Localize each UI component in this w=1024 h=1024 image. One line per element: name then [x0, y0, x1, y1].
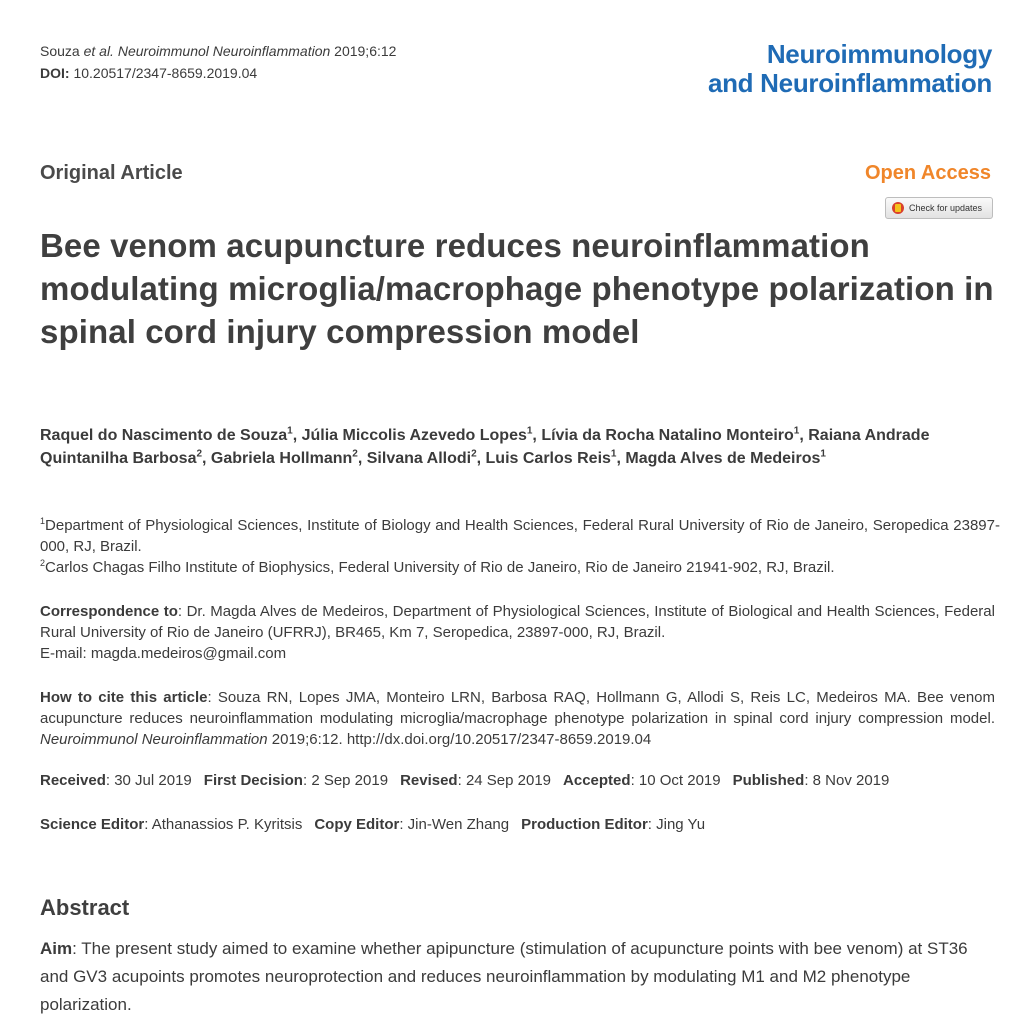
editor-value: : Jin-Wen Zhang [399, 816, 510, 833]
author-affiliation-mark: 1 [793, 425, 800, 437]
author-name: Luis Carlos Reis [485, 450, 611, 467]
date-value: : 8 Nov 2019 [804, 772, 890, 789]
aim-text: : The present study aimed to examine whether apipuncture (stimulation of acupuncture points with bee venom) at ST36 and GV3 acupoints promotes neuroprotection and reduces neuroinflammation by modulating M1 and M2 phenotype polarization. [40, 939, 968, 1014]
date-label: Published [732, 772, 805, 789]
date-item [563, 772, 721, 789]
author-affiliation-mark: 1 [610, 448, 617, 460]
citation-volume: 2019;6:12 [334, 43, 397, 59]
date-item [40, 772, 192, 789]
open-access-label: Open Access [865, 162, 991, 184]
affiliation-text: Carlos Chagas Filho Institute of Biophysics, Federal University of Rio de Janeiro, Rio de Janeiro 21941-902, RJ, Brazil. [45, 559, 835, 576]
article-title: Bee venom acupuncture reduces neuroinflammation modulating microglia/macrophage phenotype polarization in spinal cord injury compression model [40, 227, 994, 350]
date-label: First Decision [203, 772, 303, 789]
article-type: Original Article [40, 162, 183, 184]
editor-item [40, 816, 302, 833]
author-list: Raquel do Nascimento de Souza$^1$, Júlia Miccolis Azevedo Lopes$^1$, Lívia da Rocha Natalino Monteiro$^1$, Raiana Andrade Quintanilha Barbosa$^2$, Gabriela Hollmann$^2$, Silvana Allodi$^2$, Luis Carlos Reis$^1$, Magda Alves de Medeiros$^1$ [40, 425, 930, 467]
author-name: Júlia Miccolis Azevedo Lopes [301, 427, 527, 444]
how-to-cite [40, 687, 995, 750]
doi-value[interactable]: 10.20517/2347-8659.2019.04 [73, 65, 258, 81]
author-affiliation-mark: 2 [352, 448, 358, 460]
author-affiliation-mark: 1 [287, 425, 293, 437]
date-value: : 2 Sep 2019 [302, 772, 389, 789]
how-to-cite-label: How to cite this article [40, 689, 208, 706]
author-name: Lívia da Rocha Natalino Monteiro [541, 427, 794, 444]
correspondence-label: Correspondence to [40, 603, 178, 620]
article-dates [40, 772, 901, 789]
date-item [400, 772, 551, 789]
abstract-aim [40, 935, 995, 1019]
author-name: Raquel do Nascimento de Souza [40, 427, 288, 444]
how-to-cite-text: : Souza RN, Lopes JMA, Monteiro LRN, Barbosa RAQ, Hollmann G, Allodi S, Reis LC, Medeiros MA. Bee venom acupuncture reduces neuroinflammation modulating microglia/macrophage phenotype polarization in spinal cord injury compression model. [40, 689, 996, 727]
journal-logo-title[interactable] [708, 40, 992, 98]
doi-line [40, 62, 396, 84]
author-affiliation-mark: 1 [526, 425, 533, 437]
correspondence-text: : Dr. Magda Alves de Medeiros, Department of Physiological Sciences, Institute of Biological and Health Sciences, Federal Rural University of Rio de Janeiro (UFRRJ), BR465, Km 7, Seropedica, 23897-000, RJ, Brazil. [40, 603, 995, 641]
editor-label: Science Editor [40, 816, 145, 833]
date-item [204, 772, 388, 789]
author-affiliation-mark: 1 [820, 448, 826, 460]
editor-item [521, 816, 705, 833]
affiliation-item [40, 557, 1000, 578]
affiliation-number: 2 [40, 558, 46, 568]
check-for-updates-label: Check for updates [909, 203, 983, 213]
author-name: Gabriela Hollmann [210, 450, 353, 467]
author-name: Raiana Andrade Quintanilha Barbosa [40, 427, 930, 467]
citation-journal: Neuroimmunol Neuroinflammation [117, 43, 331, 59]
affiliation-text: Department of Physiological Sciences, Institute of Biology and Health Sciences, Federal Rural University of Rio de Janeiro, Seropedica 23897-000, RJ, Brazil. [40, 517, 1000, 555]
date-value: : 30 Jul 2019 [105, 772, 192, 789]
check-for-updates-button[interactable] [885, 197, 993, 219]
doi-label: DOI: [40, 65, 70, 81]
editor-value: : Jing Yu [647, 816, 706, 833]
crossmark-icon [892, 202, 904, 214]
date-label: Revised [400, 772, 458, 789]
how-to-cite-journal: Neuroimmunol Neuroinflammation [40, 731, 268, 748]
author-name: Magda Alves de Medeiros [625, 450, 821, 467]
affiliations [40, 515, 1000, 578]
citation-etal: et al. [83, 43, 114, 59]
citation-header [40, 40, 396, 84]
date-label: Received [40, 772, 106, 789]
aim-label: Aim [40, 939, 73, 958]
journal-title-line2: and Neuroinflammation [707, 68, 992, 98]
editor-item [314, 816, 509, 833]
citation-line [40, 40, 396, 62]
date-value: : 10 Oct 2019 [630, 772, 721, 789]
author-affiliation-mark: 2 [471, 448, 477, 460]
editor-label: Production Editor [521, 816, 648, 833]
date-label: Accepted [563, 772, 631, 789]
author-affiliation-mark: 2 [196, 448, 203, 460]
affiliation-item [40, 515, 1000, 557]
author-name: Silvana Allodi [366, 450, 472, 467]
editors [40, 816, 717, 833]
date-item [733, 772, 890, 789]
journal-title-line1: Neuroimmunology [766, 39, 992, 69]
how-to-cite-rest[interactable]: 2019;6:12. http://dx.doi.org/10.20517/2347-8659.2019.04 [267, 731, 652, 748]
correspondence [40, 601, 995, 664]
correspondence-email[interactable]: E-mail: magda.medeiros@gmail.com [40, 645, 287, 662]
editor-value: : Athanassios P. Kyritsis [144, 816, 303, 833]
editor-label: Copy Editor [314, 816, 400, 833]
abstract-heading: Abstract [40, 895, 130, 920]
affiliation-number: 1 [40, 516, 46, 526]
date-value: : 24 Sep 2019 [457, 772, 552, 789]
citation-authors: Souza [40, 43, 80, 59]
